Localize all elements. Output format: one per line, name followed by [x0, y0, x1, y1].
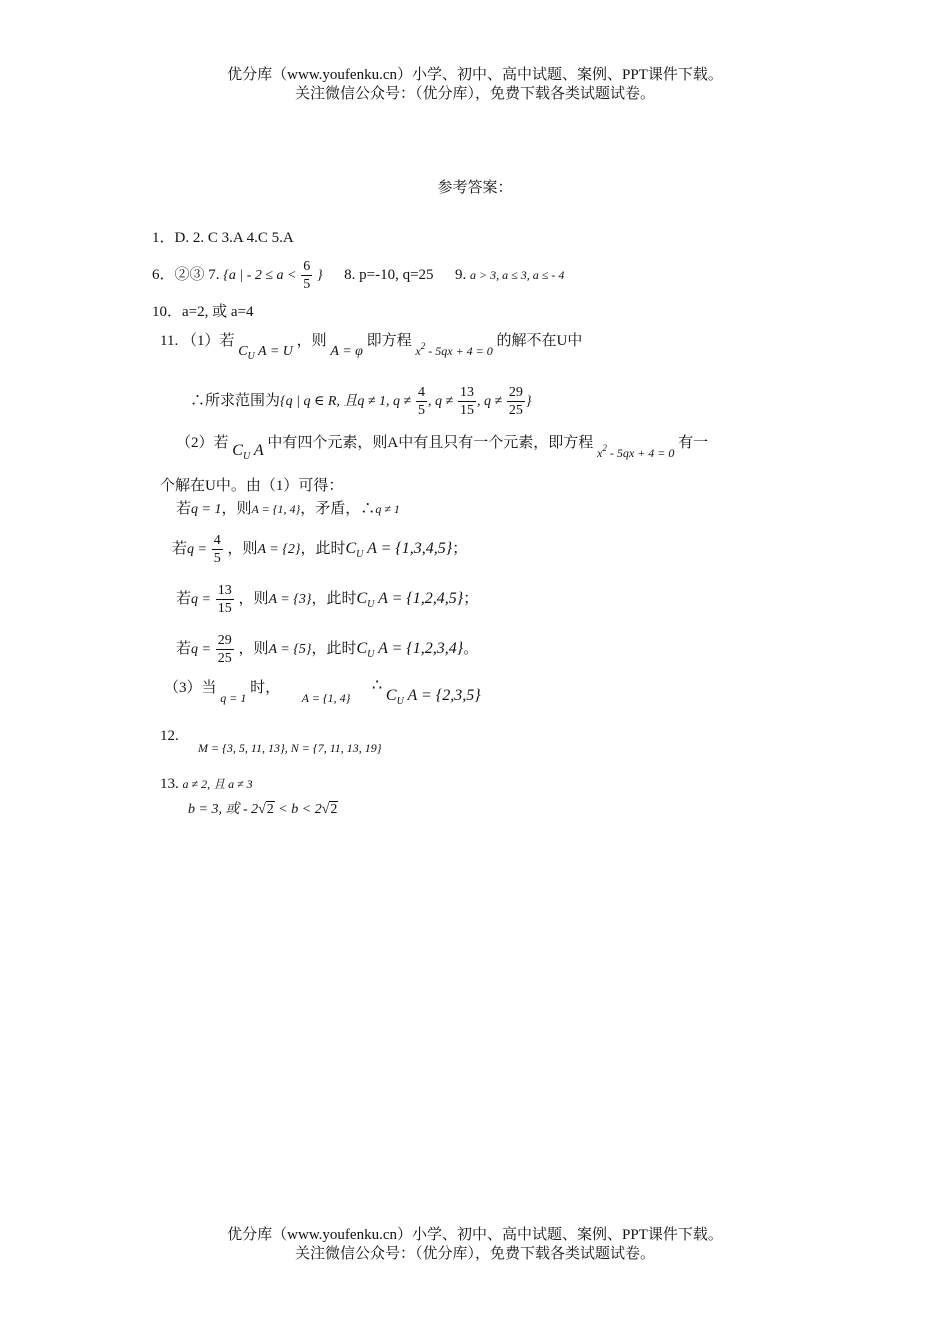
- footer-line-1: 优分库（www.youfenku.cn）小学、初中、高中试题、案例、PPT课件下载。: [227, 1227, 723, 1243]
- answers-1-5: 1．D. 2. C 3.A 4.C 5.A: [152, 230, 294, 246]
- header-line-2: 关注微信公众号：（优分库），免费下载各类试题试卷。: [294, 86, 655, 102]
- fraction-numerator: 6: [303, 259, 311, 274]
- part2-tail: 有一: [678, 435, 709, 451]
- answer-10: 10．a=2, 或 a=4: [152, 304, 254, 320]
- text-equation: 即方程: [366, 333, 412, 349]
- answer-11-part1: [160, 326, 583, 362]
- answer-13-line-2: b = 3, 或 - 2√2 < b < 2√2: [188, 802, 338, 817]
- case-fraction-13-15: $\frac{13}{15}$: [217, 583, 232, 616]
- range-mid-2: , q ≠: [476, 393, 503, 409]
- range-prefix: ∴所求范围为: [190, 392, 281, 409]
- quadratic-equation: x2 - 5qx + 4 = 0: [415, 341, 493, 358]
- page-header: [0, 66, 950, 104]
- footer-line-2: 关注微信公众号：（优分库），免费下载各类试题试卷。: [294, 1246, 655, 1262]
- case-fraction-4-5: $\frac{4}{5}$: [213, 533, 221, 566]
- part2-complement: $C_U$ A: [232, 442, 264, 462]
- answer-12-label: 12.: [160, 728, 179, 744]
- text-then: ，则: [296, 333, 327, 349]
- answers-6-9: [152, 258, 564, 293]
- answer-13: 13. a ≠ 2, 且 a ≠ 3: [160, 776, 253, 792]
- answer-9-math: a > 3, a ≤ 3, a ≤ - 4: [470, 267, 565, 282]
- case-fraction-29-25: $\frac{29}{25}$: [217, 633, 232, 666]
- answer-12-math: M = {3, 5, 11, 13}, N = {7, 11, 13, 19}: [198, 741, 382, 755]
- part2-text: 中有四个元素，则A中有且只有一个元素，即方程: [267, 435, 594, 451]
- case-q-29-25: 若q = $\frac{29}{25}$ ，则A = {5}，此时$C_U$ A = {1,2,3,4}。: [176, 633, 479, 666]
- fraction-denominator: 5: [303, 277, 311, 292]
- answer-7-fraction: [301, 258, 312, 293]
- page-footer: [0, 1226, 950, 1264]
- answer-11-label: 11. （1）若: [160, 333, 235, 349]
- range-fraction-3: $\frac{29}{25}$: [508, 385, 523, 418]
- answer-11-part3: （3）当 $_{q = 1}$ 时， $_{A = \{1, 4\}}$ ∴ $C_U$ A = {2,3,5}: [164, 677, 481, 707]
- range-fraction-1: $\frac{4}{5}$: [418, 385, 425, 418]
- range-mid-1: , q ≠: [428, 393, 454, 409]
- case-q-13-15: 若q = $\frac{13}{15}$ ，则A = {3}，此时$C_U$ A = {1,2,4,5}；: [176, 583, 479, 616]
- case-q-4-5: 若q = $\frac{4}{5}$ ，则A = {2}，此时$C_U$ A = {1,3,4,5}；: [172, 533, 468, 566]
- answer-9-label: 9.: [455, 266, 467, 283]
- answer-7-set-close: }: [317, 267, 323, 283]
- a-empty-expr: A = φ: [330, 344, 363, 359]
- part2-equation: x2 - 5qx + 4 = 0: [597, 443, 675, 460]
- part2-prefix: （2）若: [176, 435, 229, 451]
- range-close: }: [525, 393, 532, 409]
- answer-6-7-label: 6．②③ 7.: [152, 266, 220, 283]
- complement-expr: $C_U$ A = U: [238, 344, 293, 362]
- page-title: 参考答案：: [437, 180, 513, 196]
- text-not-in-u: 的解不在U中: [496, 333, 583, 349]
- answer-11-part2: [176, 428, 709, 462]
- part2-line-2: 个解在U中。由（1）可得：: [160, 478, 344, 494]
- range-fraction-2: $\frac{13}{15}$: [459, 385, 474, 418]
- range-set: {q | q ∈ R, 且q ≠ 1, q ≠: [280, 393, 412, 409]
- answer-11-range: [190, 384, 531, 419]
- case-q-1: 若q = 1，则A = {1, 4}，矛盾，∴q ≠ 1: [176, 501, 400, 517]
- answer-7-set-open: {a | - 2 ≤ a <: [223, 267, 297, 283]
- answer-8: 8. p=-10, q=25: [344, 266, 434, 283]
- header-line-1: 优分库（www.youfenku.cn）小学、初中、高中试题、案例、PPT课件下载。: [227, 67, 723, 83]
